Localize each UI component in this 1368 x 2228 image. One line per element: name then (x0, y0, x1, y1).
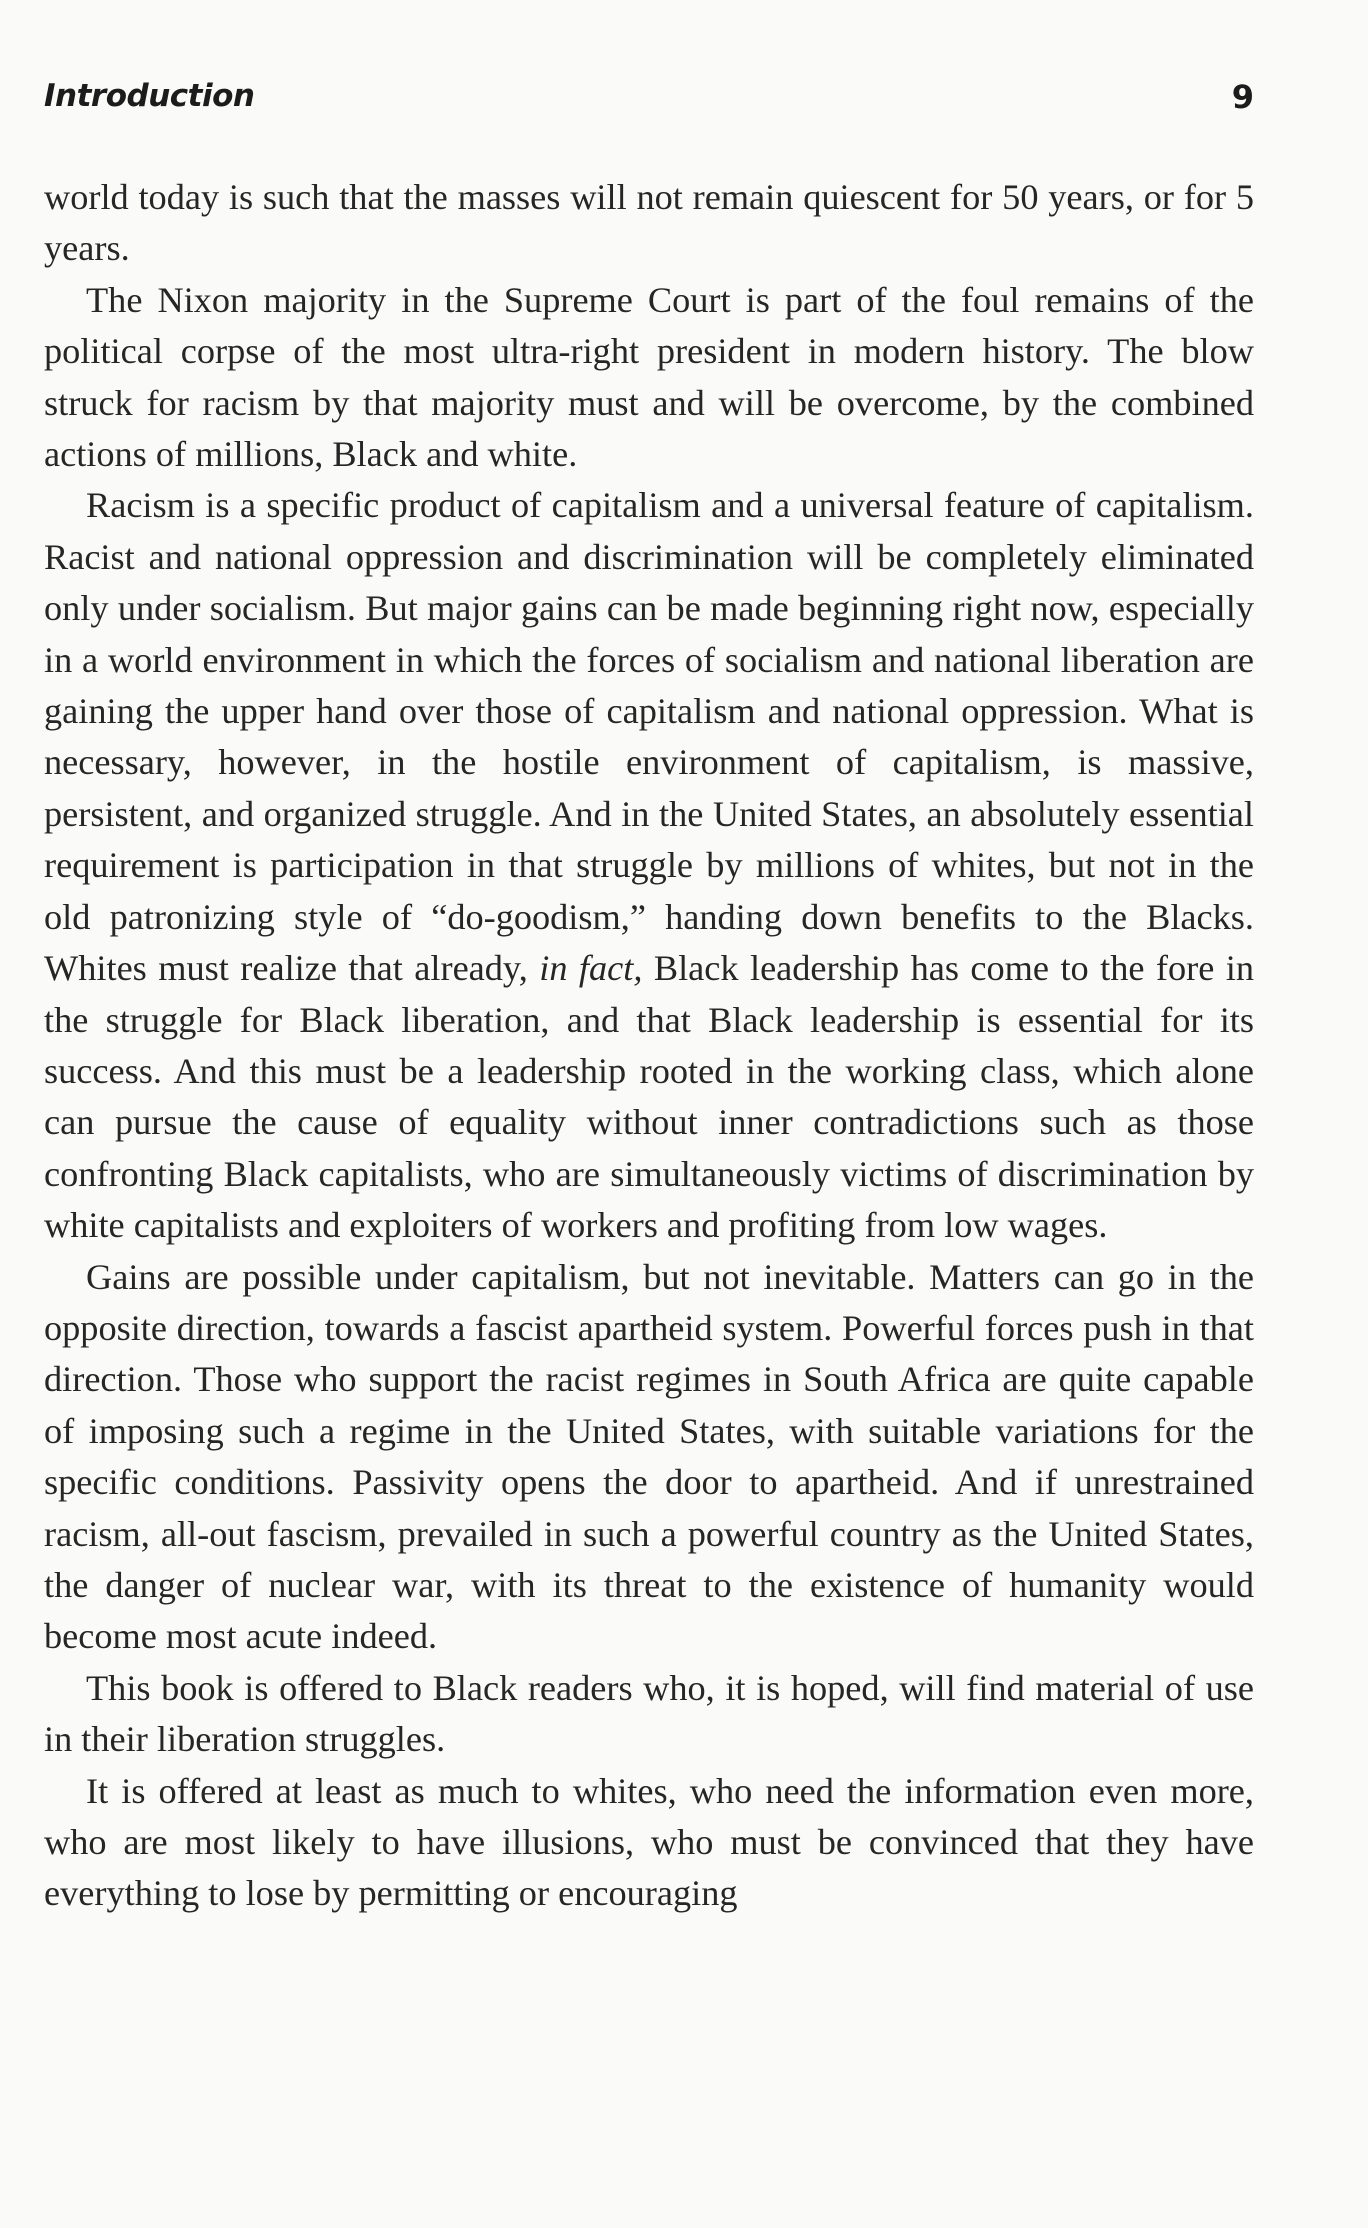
paragraph-3-text-after: Black leadership has come to the fore in the struggle for Black liberation, and that Black leadership is essential for its success. And this must be a leadership rooted in the working class, which alone can pursue the cause of equality without inner contradictions such as those confronting Black capitalists, who are simultaneously victims of discrimination by white capitalists and exploiters of workers and profiting from low wages. (44, 948, 1254, 1246)
paragraph-5: This book is offered to Black readers who, it is hoped, will find material of use in their liberation struggles. (44, 1667, 1254, 1760)
paragraph-1: world today is such that the masses will not remain quiescent for 50 years, or for 5 years. (44, 177, 1254, 269)
paragraph-3-emphasis: in fact, (539, 948, 643, 989)
paragraph-4: Gains are possible under capitalism, but not inevitable. Matters can go in the opposite direction, towards a fascist apartheid system. Powerful forces push in that direction. Those who support the racist regimes in South Africa are quite capable of imposing such a regime in the United States, with suitable variations for the specific conditions. Passivity opens the door to apartheid. And if unrestrained racism, all-out fascism, prevailed in such a powerful country as the United States, the danger of nuclear war, with its threat to the existence of humanity would become most acute indeed. (44, 1256, 1254, 1657)
paragraph-6: It is offered at least as much to whites, who need the information even more, who are most likely to have illusions, who must be convinced that they have everything to lose by permitting or encouraging (44, 1770, 1254, 1914)
paragraph-2: The Nixon majority in the Supreme Court is part of the foul remains of the political corpse of the most ultra-right president in modern history. The blow struck for racism by that majority must and will be overcome, by the combined actions of millions, Black and white. (44, 279, 1254, 475)
page-number: 9 (1231, 78, 1254, 116)
paragraph-3-text-before: Racism is a specific product of capitalism and a universal feature of capitalism. Racist and national oppression and discrimination will be completely eliminated only under socialism. But major gains can be made beginning right now, especially in a world environment in which the forces of socialism and national liberation are gaining the upper hand over those of capitalism and national oppression. What is necessary, however, in the hostile environment of capitalism, is massive, persistent, and organized struggle. And in the United States, an absolutely essential requirement is participation in that struggle by millions of whites, but not in the old patronizing style of “do-goodism,” handing down benefits to the Blacks. Whites must realize that already, (44, 485, 1254, 989)
running-title: Introduction (44, 78, 255, 114)
paragraph-3 (44, 480, 1254, 1251)
body-text (44, 172, 1254, 1920)
running-head (44, 78, 1254, 122)
